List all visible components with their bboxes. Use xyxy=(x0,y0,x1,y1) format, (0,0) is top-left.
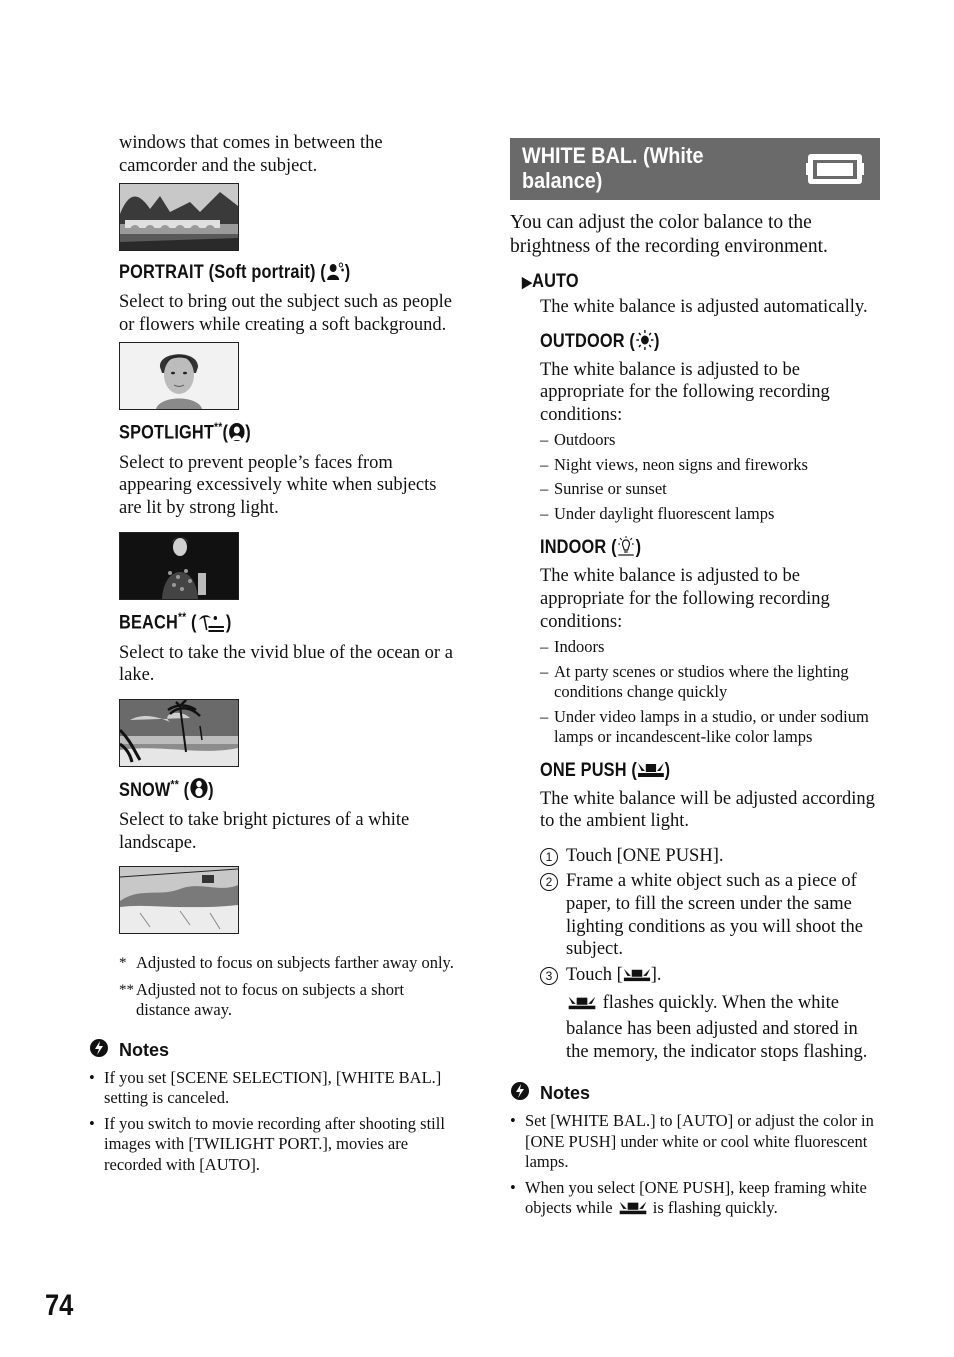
sun-icon xyxy=(635,330,654,356)
snow-heading-close: ) xyxy=(208,780,214,801)
outdoor-item-2: – Night views, neon signs and fireworks xyxy=(540,454,808,474)
spotlight-text: Select to prevent people’s faces from appearing excessively white when subjects are lit by strong light. xyxy=(119,452,437,518)
indoor-item-3-text: Under video lamps in a studio, or under sodium lamps or incandescent-like color lamps xyxy=(554,706,869,747)
banner-title-line1: WHITE BAL. (White xyxy=(522,143,704,168)
portrait-heading-text: PORTRAIT (Soft portrait) ( xyxy=(119,262,326,284)
step-3-text-after: ]. xyxy=(650,964,662,985)
step-3 xyxy=(540,964,880,990)
spotlight-heading-open: ( xyxy=(222,422,229,444)
banner-title xyxy=(522,143,703,193)
footnote-1 xyxy=(119,953,461,974)
beach-heading-close: ) xyxy=(225,612,232,634)
footnote-1-text: Adjusted to focus on subjects farther away only. xyxy=(136,953,454,973)
outdoor-item-3: – Sunrise or sunset xyxy=(540,479,667,499)
right-note-2 xyxy=(510,1178,880,1222)
right-note-2-text-after: is flashing quickly. xyxy=(648,1198,778,1218)
outdoor-item-1: – Outdoors xyxy=(540,430,616,450)
step-2 xyxy=(540,870,880,960)
footnote-2-text: Adjusted not to focus on subjects a short distance away. xyxy=(136,979,405,1020)
one-push-icon xyxy=(623,967,651,990)
flash-description xyxy=(540,992,880,1063)
one-push-icon xyxy=(617,1200,649,1222)
snow-photo xyxy=(119,866,239,934)
default-marker-icon: ▶ xyxy=(522,274,533,291)
step-1 xyxy=(540,845,880,868)
indoor-item-2-text: At party scenes or studios where the lighting conditions change quickly xyxy=(554,661,849,702)
indoor-heading xyxy=(540,536,832,562)
indoor-item-1: – Indoors xyxy=(540,637,605,657)
white-balance-banner xyxy=(510,138,880,200)
left-note-1: • If you set [SCENE SELECTION], [WHITE BAL.] setting is canceled. xyxy=(89,1068,461,1109)
one-push-icon xyxy=(637,761,665,785)
step-2-text: Frame a white object such as a piece of paper, to fill the screen under the same lighting conditions as you will shoot the subject. xyxy=(566,871,864,960)
flash-description-text: flashes quickly. When the white balance has been adjusted and stored in the memory, the indicator stops flashing. xyxy=(566,993,868,1062)
portrait-heading xyxy=(119,261,413,287)
right-note-1: • Set [WHITE BAL.] to [AUTO] or adjust the color in [ONE PUSH] under white or cool white fluorescent lamps. xyxy=(510,1111,880,1173)
notes-icon xyxy=(89,1038,109,1063)
left-note-2: • If you switch to movie recording after shooting still images with [TWILIGHT PORT.], movies are recorded with [AUTO]. xyxy=(89,1114,461,1176)
one-push-icon xyxy=(566,995,598,1018)
bulb-icon xyxy=(617,536,636,562)
spotlight-stars: ** xyxy=(214,420,223,435)
snow-heading-open: ( xyxy=(178,780,190,801)
outdoor-text: The white balance is adjusted to be appropriate for the following recording conditions: xyxy=(540,359,830,425)
right-notes-heading xyxy=(510,1081,880,1106)
right-notes-title: Notes xyxy=(540,1083,591,1104)
step-3-number: 3 xyxy=(540,967,558,985)
right-note-2-text-before: When you select [ONE PUSH], keep framing white objects while xyxy=(525,1177,867,1218)
one-push-heading xyxy=(540,760,832,785)
outdoor-item-4: – Under daylight fluorescent lamps xyxy=(540,503,775,523)
indoor-item-2: – At party scenes or studios where the lighting conditions change quickly xyxy=(540,661,849,702)
auto-text: The white balance is adjusted automatically. xyxy=(540,297,868,317)
snow-text: Select to take bright pictures of a white landscape. xyxy=(119,810,410,853)
spotlight-icon xyxy=(228,422,245,448)
indoor-text: The white balance is adjusted to be appropriate for the following recording conditions: xyxy=(540,566,830,632)
indoor-heading-close: ) xyxy=(635,537,642,559)
portrait-icon xyxy=(326,261,345,287)
snow-heading xyxy=(119,777,413,805)
outdoor-heading xyxy=(540,330,832,356)
one-push-text: The white balance will be adjusted according to the ambient light. xyxy=(540,788,875,832)
beach-photo xyxy=(119,699,239,767)
portrait-text: Select to bring out the subject such as people or flowers while creating a soft background. xyxy=(119,292,452,335)
outdoor-item-1-text: Outdoors xyxy=(554,430,616,450)
beach-heading-open: ( xyxy=(186,612,197,634)
notes-icon xyxy=(510,1081,530,1106)
beach-heading xyxy=(119,610,413,637)
right-column xyxy=(510,138,880,1222)
camera-mode-icon xyxy=(806,152,864,191)
left-column xyxy=(104,132,461,1175)
indoor-item-3: – Under video lamps in a studio, or under sodium lamps or incandescent-like color lamps xyxy=(540,706,869,747)
outdoor-heading-text: OUTDOOR ( xyxy=(540,330,636,352)
step-2-number: 2 xyxy=(540,873,558,891)
spotlight-heading-close: ) xyxy=(245,422,251,444)
beach-icon xyxy=(197,612,226,638)
auto-heading-text: AUTO xyxy=(532,271,579,292)
indoor-heading-text: INDOOR ( xyxy=(540,537,617,559)
auto-heading xyxy=(522,271,830,293)
indoor-item-1-text: Indoors xyxy=(554,637,605,657)
left-notes-heading xyxy=(89,1038,461,1063)
banner-title-line2: balance) xyxy=(522,168,603,193)
spotlight-heading-text: SPOTLIGHT xyxy=(119,422,215,444)
step-3-text-before: Touch [ xyxy=(566,964,623,985)
one-push-heading-close: ) xyxy=(664,759,671,781)
step-1-text: Touch [ONE PUSH]. xyxy=(566,845,724,866)
footnote-2-mark: ** xyxy=(119,981,134,998)
outdoor-item-3-text: Sunrise or sunset xyxy=(554,479,667,499)
spotlight-heading xyxy=(119,420,413,447)
beach-stars: ** xyxy=(177,610,187,625)
landscape-photo xyxy=(119,183,239,251)
left-intro-text: windows that comes in between the camcorder and the subject. xyxy=(119,133,383,176)
right-intro-text: You can adjust the color balance to the brightness of the recording environment. xyxy=(510,212,828,257)
spotlight-photo xyxy=(119,532,239,600)
footnote-2 xyxy=(119,980,461,1021)
footnote-1-mark: * xyxy=(119,955,127,972)
step-1-number: 1 xyxy=(540,848,558,866)
snowman-icon xyxy=(189,777,208,805)
left-notes-title: Notes xyxy=(119,1039,170,1060)
outdoor-heading-close: ) xyxy=(653,330,660,352)
one-push-heading-text: ONE PUSH ( xyxy=(540,759,638,781)
snow-stars: ** xyxy=(170,777,179,792)
snow-heading-text: SNOW xyxy=(119,780,171,801)
beach-text: Select to take the vivid blue of the ocean or a lake. xyxy=(119,642,453,686)
page-number: 74 xyxy=(45,1289,74,1322)
outdoor-item-2-text: Night views, neon signs and fireworks xyxy=(554,454,808,474)
beach-heading-text: BEACH xyxy=(119,612,178,634)
outdoor-item-4-text: Under daylight fluorescent lamps xyxy=(554,503,775,523)
portrait-heading-close: ) xyxy=(344,262,351,284)
portrait-photo xyxy=(119,342,239,410)
